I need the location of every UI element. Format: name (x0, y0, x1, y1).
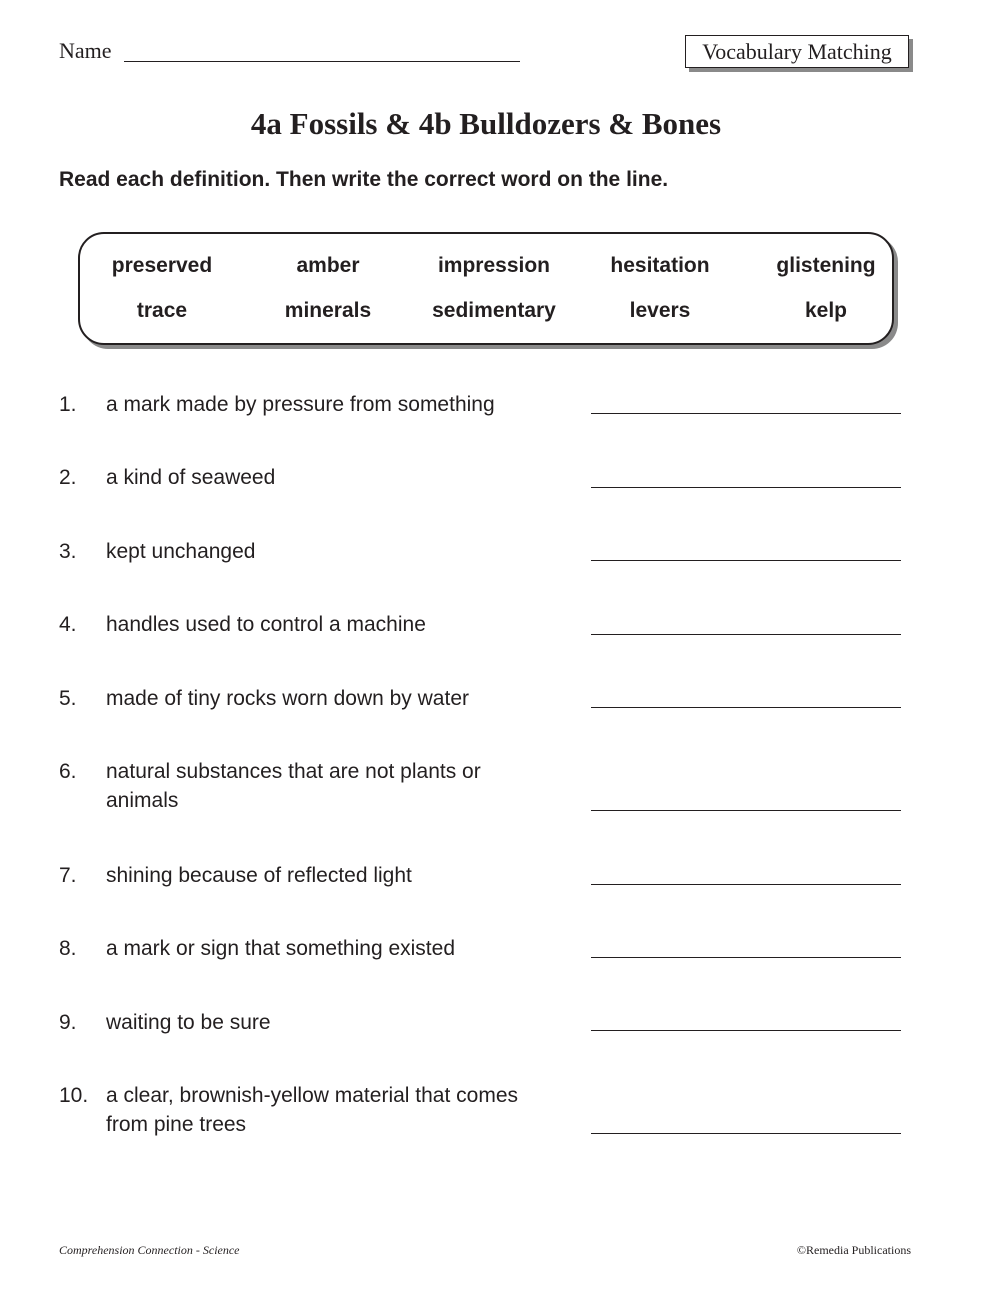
name-input-line[interactable] (124, 61, 520, 62)
word-bank-item: glistening (776, 254, 876, 277)
answer-line[interactable] (591, 487, 901, 488)
item-definition: made of tiny rocks worn down by water (106, 687, 469, 710)
answer-line[interactable] (591, 957, 901, 958)
word-bank-item: preserved (111, 254, 213, 277)
item-definition: a kind of seaweed (106, 466, 276, 489)
footer-series-title: Comprehension Connection - Science (59, 1243, 240, 1257)
word-bank (78, 232, 894, 345)
item-definition: handles used to control a machine (106, 613, 426, 636)
item-number: 8. (59, 937, 77, 960)
item-definition: kept unchanged (106, 540, 256, 563)
word-bank-item: amber (296, 254, 360, 277)
item-number: 10. (59, 1084, 89, 1107)
item-number: 1. (59, 393, 77, 416)
item-definition: a clear, brownish-yellow material that comes from pine trees (106, 1084, 519, 1136)
page-title: 4a Fossils & 4b Bulldozers & Bones (250, 106, 722, 141)
answer-line[interactable] (591, 884, 901, 885)
word-bank-item: kelp (804, 299, 848, 322)
name-label: Name (59, 38, 112, 63)
footer-copyright: ©Remedia Publications (796, 1243, 911, 1257)
word-bank-item: levers (629, 299, 691, 322)
item-number: 7. (59, 864, 77, 887)
item-number: 6. (59, 760, 77, 783)
item-definition: shining because of reflected light (106, 864, 412, 887)
word-bank-item: hesitation (610, 254, 710, 277)
answer-line[interactable] (591, 413, 901, 414)
answer-line[interactable] (591, 1030, 901, 1031)
item-number: 4. (59, 613, 77, 636)
word-bank-item: impression (437, 254, 551, 277)
word-bank-item: minerals (284, 299, 372, 322)
name-row (59, 38, 520, 64)
item-definition: natural substances that are not plants or animals (106, 760, 481, 812)
answer-line[interactable] (591, 634, 901, 635)
item-definition: a mark or sign that something existed (106, 937, 456, 960)
answer-line[interactable] (591, 560, 901, 561)
answer-line[interactable] (591, 1133, 901, 1134)
item-number: 9. (59, 1011, 77, 1034)
item-number: 2. (59, 466, 77, 489)
answer-line[interactable] (591, 707, 901, 708)
worksheet-type-badge: Vocabulary Matching (685, 35, 909, 68)
word-bank-item: sedimentary (432, 299, 556, 322)
item-number: 5. (59, 687, 77, 710)
item-definition: a mark made by pressure from something (106, 393, 495, 416)
word-bank-item: trace (136, 299, 188, 322)
instructions: Read each definition. Then write the correct word on the line. (59, 168, 669, 191)
item-number: 3. (59, 540, 77, 563)
answer-line[interactable] (591, 810, 901, 811)
item-definition: waiting to be sure (106, 1011, 271, 1034)
